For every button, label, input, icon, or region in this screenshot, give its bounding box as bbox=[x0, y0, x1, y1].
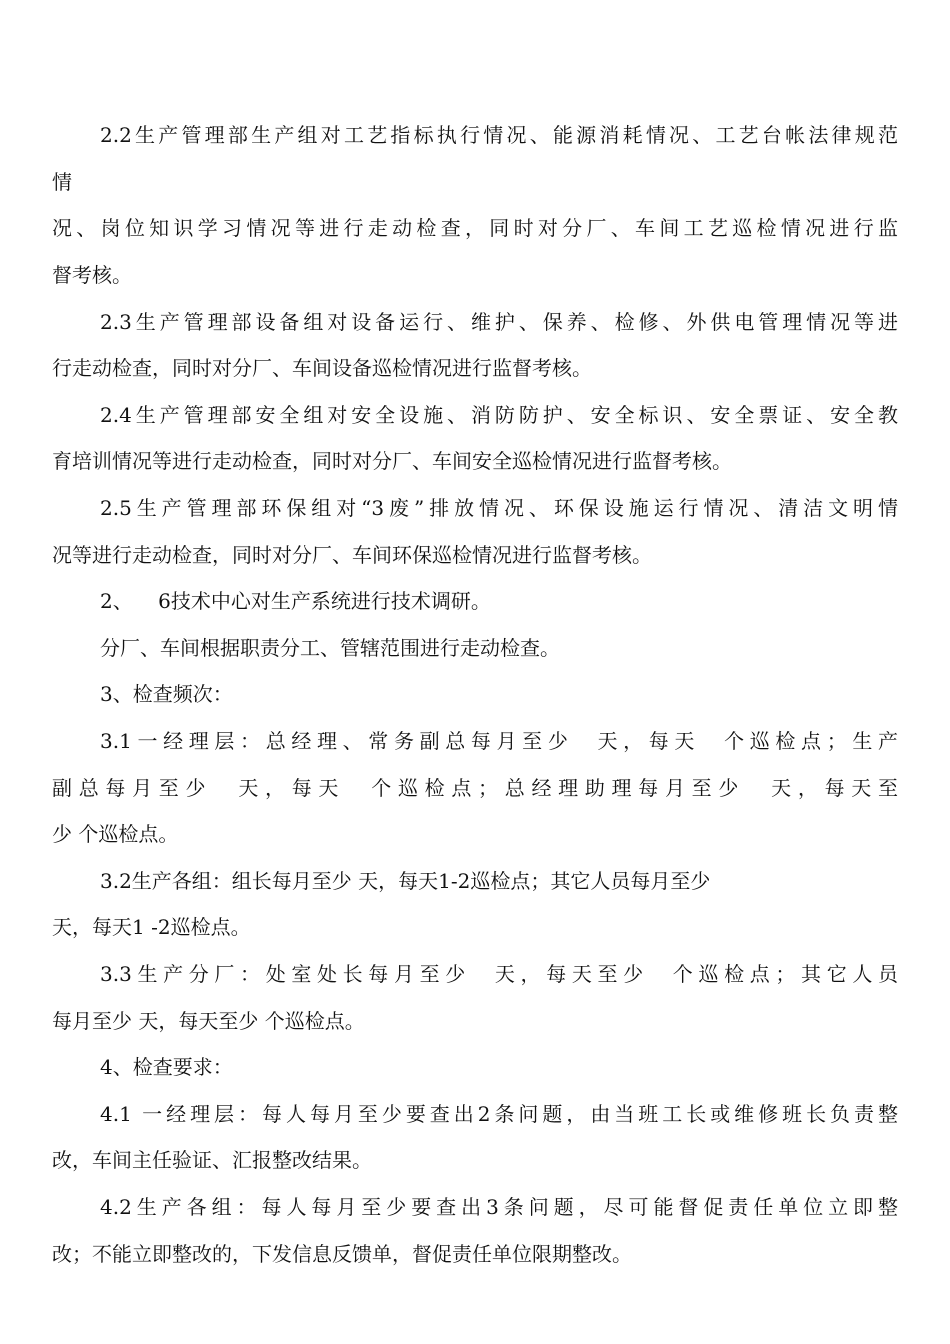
para-3-3-line-2: 每月至少 天，每天至少 个巡检点。 bbox=[52, 1009, 365, 1033]
para-3-3-line-1: 3.3生产分厂：处室处长每月至少 天，每天至少 个巡检点；其它人员 bbox=[100, 962, 898, 986]
para-2-2-line-2: 情 bbox=[52, 170, 72, 194]
para-4-2-line-1: 4.2生产各组：每人每月至少要查出3条问题，尽可能督促责任单位立即整 bbox=[100, 1195, 898, 1219]
para-3-1-line-2: 副总每月至少 天，每天 个巡检点；总经理助理每月至少 天，每天至 bbox=[52, 776, 898, 800]
para-2-5-line-2: 况等进行走动检查，同时对分厂、车间环保巡检情况进行监督考核。 bbox=[52, 543, 652, 567]
para-2-6: 2、 6技术中心对生产系统进行技术调研。 bbox=[100, 589, 491, 613]
para-branch-check: 分厂、车间根据职责分工、管辖范围进行走动检查。 bbox=[100, 636, 560, 660]
para-2-2-line-3: 况、岗位知识学习情况等进行走动检查，同时对分厂、车间工艺巡检情况进行监 bbox=[52, 216, 898, 240]
para-4-1-line-1: 4.1 一经理层：每人每月至少要查出2条问题，由当班工长或维修班长负责整 bbox=[100, 1102, 898, 1126]
para-2-5-line-1: 2.5生产管理部环保组对“3废”排放情况、环保设施运行情况、清洁文明情 bbox=[100, 496, 898, 520]
para-3-1-line-1: 3.1一经理层：总经理、常务副总每月至少 天，每天 个巡检点；生产 bbox=[100, 729, 898, 753]
para-4-2-line-2: 改；不能立即整改的，下发信息反馈单，督促责任单位限期整改。 bbox=[52, 1242, 632, 1266]
para-3-1-line-3: 少 个巡检点。 bbox=[52, 822, 179, 846]
para-2-3-line-2: 行走动检查，同时对分厂、车间设备巡检情况进行监督考核。 bbox=[52, 356, 592, 380]
para-3-2-line-1: 3.2生产各组：组长每月至少 天，每天1-2巡检点；其它人员每月至少 bbox=[100, 869, 711, 893]
para-2-4-line-1: 2.4生产管理部安全组对安全设施、消防防护、安全标识、安全票证、安全教 bbox=[100, 403, 898, 427]
para-2-4-line-2: 育培训情况等进行走动检查，同时对分厂、车间安全巡检情况进行监督考核。 bbox=[52, 449, 732, 473]
para-2-3-line-1: 2.3生产管理部设备组对设备运行、维护、保养、检修、外供电管理情况等进 bbox=[100, 310, 898, 334]
para-4-1-line-2: 改，车间主任验证、汇报整改结果。 bbox=[52, 1148, 372, 1172]
para-3-2-line-2: 天，每天1 -2巡检点。 bbox=[52, 915, 251, 939]
section-4-heading: 4、检查要求： bbox=[100, 1055, 233, 1079]
section-3-heading: 3、检查频次： bbox=[100, 682, 233, 706]
para-2-2-line-4: 督考核。 bbox=[52, 263, 132, 287]
para-2-2-line-1: 2.2生产管理部生产组对工艺指标执行情况、能源消耗情况、工艺台帐法律规范 bbox=[100, 123, 898, 147]
